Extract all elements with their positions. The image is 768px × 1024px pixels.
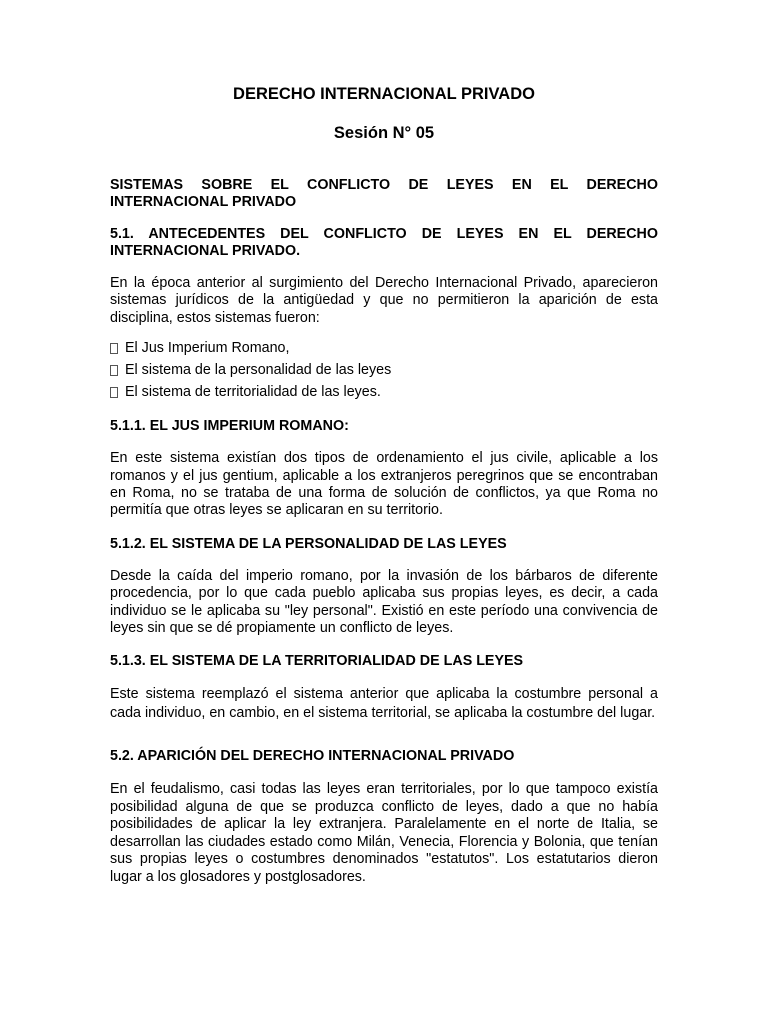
section-5-1-1-heading: 5.1.1. EL JUS IMPERIUM ROMANO: <box>110 418 349 435</box>
list-item <box>110 359 658 381</box>
section-5-1-2-heading: 5.1.2. EL SISTEMA DE LA PERSONALIDAD DE LAS LEYES <box>110 535 507 552</box>
section-5-1-2-text: Desde la caída del imperio romano, por la invasión de los bárbaros de diferente procedencia, por lo que cada pueblo aplicaba sus propias leyes, es decir, a cada individuo se le aplicaba su "ley personal". Existió en este período una convivencia de leyes sin que se dé propiamente un conflicto de leyes. <box>110 567 658 637</box>
bullet-icon <box>110 387 118 398</box>
list-item <box>110 381 658 403</box>
main-heading: SISTEMAS SOBRE EL CONFLICTO DE LEYES EN EL DERECHO INTERNACIONAL PRIVADO <box>110 177 658 210</box>
list-item-text: El sistema de territorialidad de las leyes. <box>125 384 381 401</box>
list-item <box>110 337 658 359</box>
bullet-icon <box>110 343 118 354</box>
section-5-1-3-heading: 5.1.3. EL SISTEMA DE LA TERRITORIALIDAD DE LAS LEYES <box>110 653 524 670</box>
systems-list <box>110 337 658 403</box>
document-page <box>110 84 658 886</box>
bullet-icon <box>110 365 118 376</box>
section-5-2-text: En el feudalismo, casi todas las leyes eran territoriales, por lo que tampoco existía posibilidad alguna de que se produzca conflicto de leyes, dado a que no había posibilidades de aplicar la ley extranjera. Paralelamente en el norte de Italia, se desarrollan las ciudades estado como Milán, Venecia, Florencia y Bolonia, que tenían sus propias leyes o costumbres denominados "estatutos". Los estatutarios dieron lugar a los glosadores y postglosadores. <box>110 781 658 885</box>
document-title: DERECHO INTERNACIONAL PRIVADO <box>233 85 535 103</box>
list-item-text: El sistema de la personalidad de las leyes <box>125 362 392 379</box>
session-number: Sesión N° 05 <box>333 124 435 142</box>
section-5-1-1-text: En este sistema existían dos tipos de ordenamiento el jus civile, aplicable a los romanos y el jus gentium, aplicable a los extranjeros peregrinos que se encontraban en Roma, no se trataba de una forma de solución de conflictos, ya que Roma no permitía que otras leyes se aplicaran en su territorio. <box>110 450 658 519</box>
list-item-text: El Jus Imperium Romano, <box>125 340 290 357</box>
section-5-2-heading: 5.2. APARICIÓN DEL DERECHO INTERNACIONAL PRIVADO <box>110 748 515 765</box>
section-5-1-intro: En la época anterior al surgimiento del Derecho Internacional Privado, aparecieron sistemas jurídicos de la antigüedad y que no permitieron la aparición de esta disciplina, estos sistemas fueron: <box>110 275 658 326</box>
section-5-1-3-text: Este sistema reemplazó el sistema anterior que aplicaba la costumbre personal a cada individuo, en cambio, en el sistema territorial, se aplicaba la costumbre del lugar. <box>110 686 658 721</box>
section-5-1-heading: 5.1. ANTECEDENTES DEL CONFLICTO DE LEYES EN EL DERECHO INTERNACIONAL PRIVADO. <box>110 226 658 259</box>
